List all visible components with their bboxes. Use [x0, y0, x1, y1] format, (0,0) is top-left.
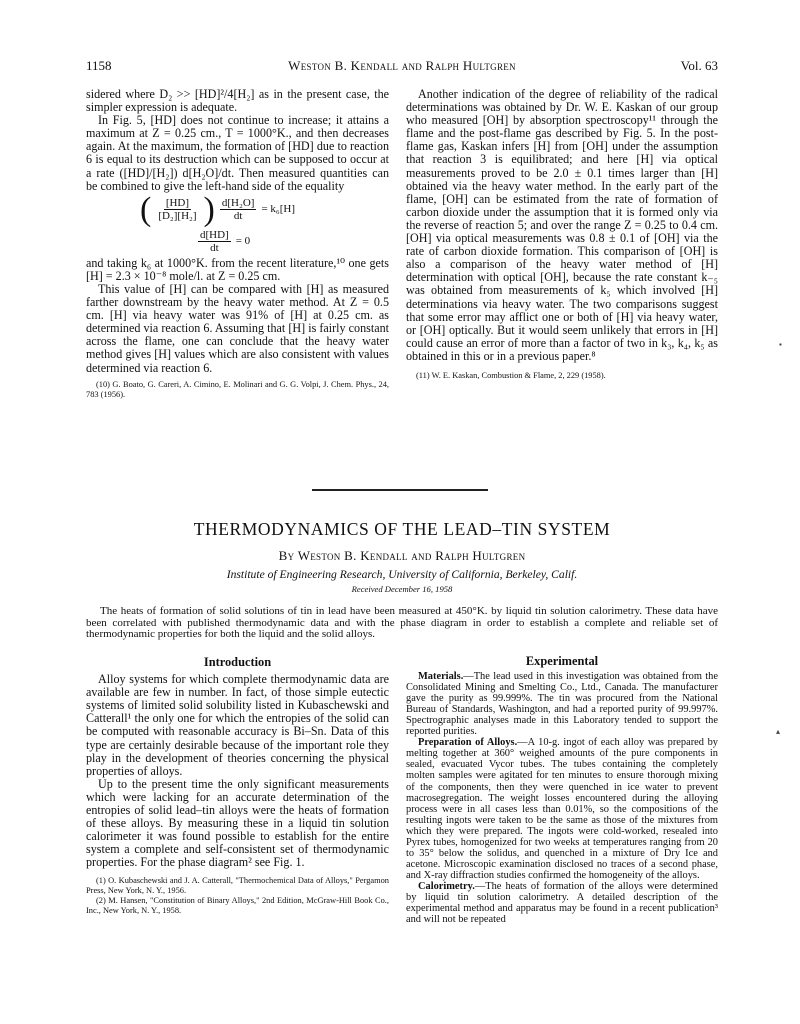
paragraph: In Fig. 5, [HD] does not continue to increase; it attains a maximum at Z = 0.25 cm., T = 1000°K., and then decreases again. At the maximum, the formation of [HD] due to reaction 6 is equal to its destruction which can be supposed to occur at a rate ([HD]/[H₂]) d[H₂O]/dt. Then measured quantities can be combined to give the left-hand side of the equality	[86, 113, 389, 193]
paragraph: Another indication of the degree of reliability of the radical determinations was obtained by Dr. W. E. Kaskan of our group who measured [OH] by absorption spectroscopy¹¹ through the flame and the post-flame gas described by Fig. 5. In the post-flame gas, Kaskan infers [H] from [OH] under the assumption that reaction 3 is equilibrated; and here [H] via optical measurements proved to be 2.0 ± 0.1 times larger than [H] obtained via the heavy water method. In the early part of the flame, [OH] can be estimated from the rate of formation of carbon dioxide under the assumption that it is formed only via the reverse of reaction 5; and over the range Z = 0.25 to 0.4 cm. [OH] via optical measurements was 0.8 ± 0.1 of [OH] via the rate of carbon dioxide formation. This comparison of [OH] is also a comparison of the heavy water method of [H] determination with optical [OH], because the rate constant k₋₅ was obtained from measurements of k₅ which involved [H] determinations via heavy water. The two comparisons suggest that some error may afflict one or both of [H] via heavy water, or [OH] optically. But it would seem unlikely that errors in [H] could cause an error of more than a factor of two in k₃, k₄, k₅ as obtained in this or in a previous paper.⁸	[406, 87, 718, 363]
running-head-authors: Weston B. Kendall and Ralph Hultgren	[288, 58, 516, 73]
fraction: $\frac{[HD]}{\text{[D₂][H₂]}}$	[158, 197, 197, 223]
equation-line-1	[140, 190, 295, 228]
article-authors: By Weston B. Kendall and Ralph Hultgren	[278, 548, 526, 563]
prev-article-right-column	[406, 88, 718, 381]
volume-label: Vol. 63	[680, 58, 718, 73]
equation-rhs: = 0	[235, 234, 251, 247]
footnote-1: (1) O. Kubaschewski and J. A. Catterall, "Thermochemical Data of Alloys," Pergamon Press, New York, N. Y., 1956.	[86, 875, 389, 895]
fraction: $\frac{d[HD]}{dt}$	[200, 228, 229, 254]
running-header	[86, 58, 718, 76]
paragraph-preparation: Preparation of Alloys.—A 10-g. ingot of each alloy was prepared by melting together at 360° weighed amounts of the pure components in sealed, evacuated Vycor tubes. The tubes containing the completely molten samples were agitated for ten minutes to ensure thorough mixing of the components, then they were quenched in ice water to prevent macrosegregation. The weight losses encountered during the alloying process were in all cases less than 0.01%, so the compositions of the resulting ingots were taken to be the same as those of the mixtures from which they were prepared. The ingots were cold-worked, resealed into Pyrex tubes, homogenized for two weeks at temperatures ranging from 20 to 35° below the solidus, and quenched in a mixture of Dry Ice and acetone. Microscopic examination disclosed no traces of a second phase, and X-ray diffraction studies confirmed the homogeneity of the alloys.	[406, 737, 718, 881]
run-in-heading: Materials.	[418, 671, 464, 683]
run-in-heading: Preparation of Alloys.	[418, 737, 518, 749]
article-separator	[312, 489, 488, 491]
paragraph: This value of [H] can be compared with [H] as measured farther downstream by the heavy water method. At Z = 0.5 cm. [H] via heavy water was 91% of [H] at 0.25 cm. as determined via reaction 6. Assuming that [H] is fairly constant across the flame, one can conclude that the heavy water method gives [H] values which are also consistent with values determined via reaction 6.	[86, 281, 389, 375]
right-paren: )	[203, 190, 215, 228]
prev-article-left-column	[86, 88, 389, 400]
run-in-heading: Calorimetry.	[418, 880, 475, 892]
left-paren: (	[140, 190, 152, 228]
paragraph: and taking k₆ at 1000°K. from the recent literature,¹⁰ one gets [H] = 2.3 × 10⁻⁸ mole/l. at Z = 0.25 cm.	[86, 255, 389, 283]
experimental-column	[406, 656, 718, 925]
footnote-2: (2) M. Hansen, "Constitution of Binary Alloys," 2nd Edition, McGraw-Hill Book Co., Inc., New York, N. Y., 1958.	[86, 895, 389, 915]
paragraph: Alloy systems for which complete thermodynamic data are available are few in number. In fact, of those simple eutectic systems of limited solid solubility listed in Kubaschewski and Catterall¹ the only one for which the entropies of the solid can be computed with reasonable accuracy is Bi–Sn. Data of this type are certainly desirable because of the important role they play in the development of theories concerning the physical properties of alloys.	[86, 672, 389, 778]
section-heading-introduction: Introduction	[203, 655, 272, 669]
fraction: $\frac{\text{d[H₂O]}}{dt}$	[221, 197, 255, 223]
equation-rhs: = k₆[H]	[261, 203, 295, 216]
margin-mark: ▴	[776, 727, 781, 736]
received-date: Received December 16, 1958	[351, 584, 453, 594]
introduction-column	[86, 656, 389, 916]
article-affiliation: Institute of Engineering Research, University of California, Berkeley, Calif.	[226, 568, 578, 581]
footnote-11: (11) W. E. Kaskan, Combustion & Flame, 2, 229 (1958).	[416, 370, 606, 380]
page-number: 1158	[86, 58, 112, 73]
article-title: THERMODYNAMICS OF THE LEAD–TIN SYSTEM	[193, 519, 611, 539]
paragraph: Up to the present time the only significant measurements which were lacking for an accurate determination of the entropies of solid lead–tin alloys were the heats of formation of these alloys. By measuring these in a liquid tin solution calorimeter it was found possible to establish for the entire system a complete and self-consistent set of thermodynamic properties. For the phase diagram² see Fig. 1.	[86, 776, 389, 870]
abstract: The heats of formation of solid solutions of tin in lead have been measured at 450°K. by liquid tin solution calorimetry. These data have been correlated with published thermodynamic data and with the phase diagram in order to establish a complete and reliable set of thermodynamic properties for both the liquid and the solid alloys.	[86, 605, 718, 640]
equation	[86, 190, 389, 257]
section-heading-experimental: Experimental	[525, 654, 599, 668]
paragraph-materials: Materials.—The lead used in this investigation was obtained from the Consolidated Mining and Smelting Co., Ltd., Canada. The manufacturer gave the purity as 99.999%. The tin was procured from the National Bureau of Standards, Washington, and had a reported purity of 99.997%. Spectrographic analyses made in this Laboratory tended to support the reported purities.	[406, 671, 718, 738]
paragraph: sidered where D₂ >> [HD]²/4[H₂] as in the present case, the simpler expression is adequate.	[86, 87, 389, 115]
footnote-10: (10) G. Boato, G. Careri, A. Cimino, E. Molinari and G. G. Volpi, J. Chem. Phys., 24, 783 (1956).	[86, 379, 389, 399]
equation-line-2	[198, 229, 250, 254]
paragraph-calorimetry: Calorimetry.—The heats of formation of the alloys were determined by liquid tin solution calorimetry. A detailed description of the experimental method and apparatus may be found in a recent publication³ and will not be repeated	[406, 880, 718, 926]
margin-mark: ▪	[779, 340, 782, 349]
